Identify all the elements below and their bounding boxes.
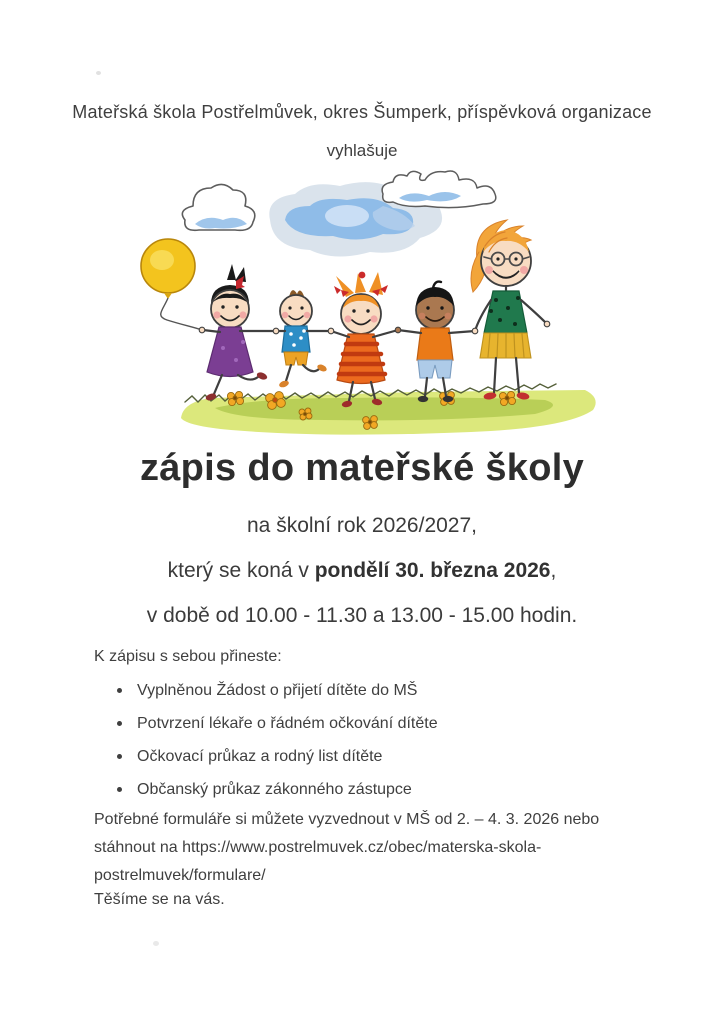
- school-year-line: na školní rok 2026/2027,: [247, 514, 477, 537]
- balloon: [141, 239, 202, 330]
- girl-purple-figure: [199, 264, 276, 402]
- scan-speck: [153, 941, 159, 946]
- list-item: [117, 740, 438, 773]
- boy-blue-figure: [273, 290, 331, 388]
- cloud-outlined-left: [182, 184, 254, 230]
- bullet-icon: [117, 688, 122, 693]
- requirement-text: Občanský průkaz zákonného zástupce: [137, 780, 412, 798]
- teacher-figure: [471, 220, 550, 400]
- list-item: [117, 707, 438, 740]
- forms-availability-paragraph: [94, 806, 599, 890]
- grass-meadow: [181, 384, 596, 435]
- requirement-text: Vyplněnou Žádost o přijetí dítěte do MŠ: [137, 681, 418, 699]
- boy-orange-figure: [395, 282, 475, 402]
- forms-line: stáhnout na https://www.postrelmuvek.cz/obec/materska-skola-: [94, 839, 542, 856]
- date-line-bold: pondělí 30. března 2026: [314, 559, 551, 582]
- date-line-suffix: ,: [550, 559, 557, 582]
- page-title: zápis do mateřské školy: [139, 447, 585, 489]
- requirement-text: Očkovací průkaz a rodný list dítěte: [137, 747, 383, 765]
- girl-striped-figure: [328, 272, 398, 409]
- time-line: v době od 10.00 - 11.30 a 13.00 - 15.00 hodin.: [146, 604, 578, 627]
- scan-speck: [96, 71, 101, 75]
- date-line-prefix: který se koná v: [167, 559, 315, 582]
- bullet-icon: [117, 754, 122, 759]
- list-item: [117, 674, 438, 707]
- closing-line: Těšíme se na vás.: [94, 891, 225, 908]
- forms-line: postrelmuvek/formulare/: [94, 867, 266, 884]
- date-line: [0, 559, 724, 583]
- requirements-intro: K zápisu s sebou přineste:: [94, 648, 282, 665]
- bullet-icon: [117, 721, 122, 726]
- requirement-text: Potvrzení lékaře o řádném očkování dítěte: [137, 714, 438, 732]
- organization-name: Mateřská škola Postřelmůvek, okres Šumperk, příspěvková organizace: [72, 102, 652, 122]
- requirements-list: [117, 674, 438, 806]
- announces-label: vyhlašuje: [326, 141, 398, 160]
- forms-line: Potřebné formuláře si můžete vyzvednout v MŠ od 2. – 4. 3. 2026 nebo: [94, 811, 600, 828]
- bullet-icon: [117, 787, 122, 792]
- list-item: [117, 773, 438, 806]
- children-clipart-illustration: [115, 168, 609, 436]
